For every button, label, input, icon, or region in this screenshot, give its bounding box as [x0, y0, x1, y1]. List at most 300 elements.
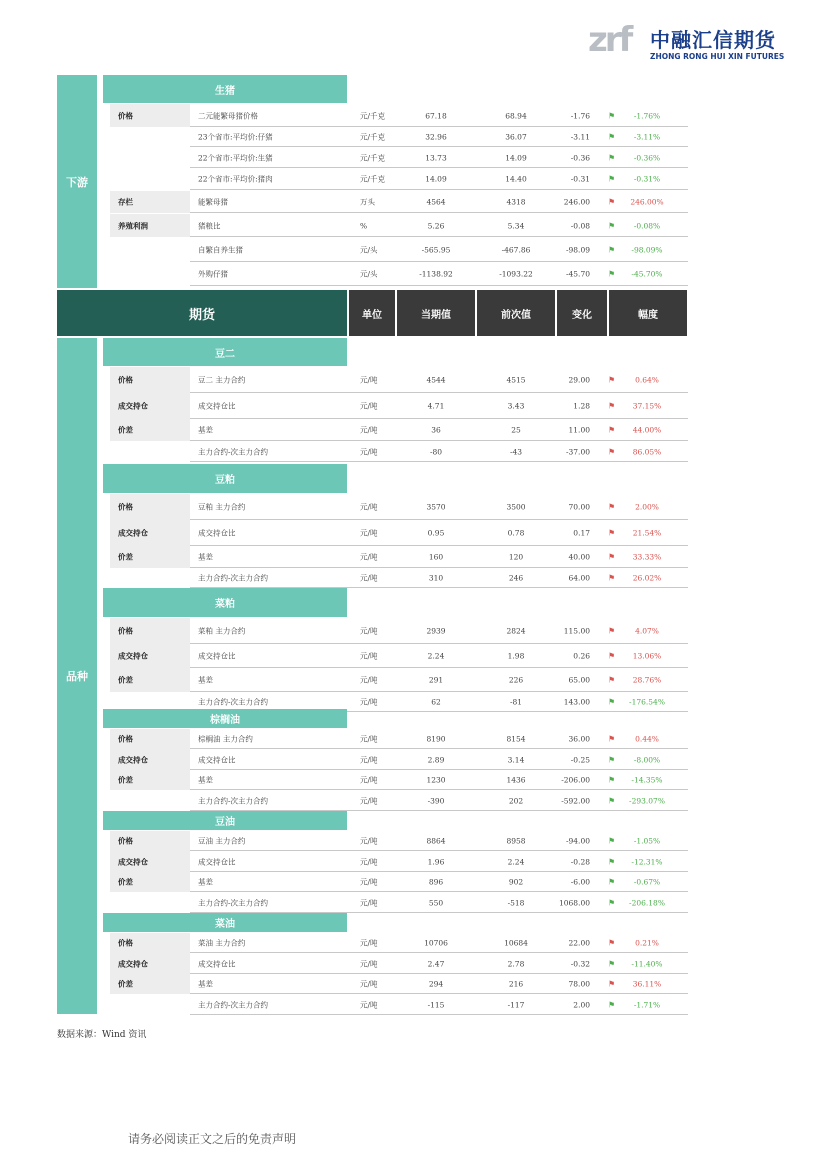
table-row [110, 262, 688, 286]
previous-value: 3500 [506, 502, 526, 512]
previous-value: 2824 [506, 626, 526, 636]
amplitude-value: -206.18% [629, 898, 665, 907]
table-row [110, 851, 688, 872]
change-value: 22.00 [568, 938, 590, 948]
up-flag-icon: ⚑ [608, 552, 616, 562]
row-divider [190, 285, 688, 286]
group-header [103, 811, 347, 830]
change-value: 65.00 [568, 675, 590, 685]
amplitude-value: -176.54% [629, 697, 665, 707]
previous-value: 8958 [506, 836, 526, 846]
category-label: 价差 [118, 979, 133, 989]
unit-value: 元/吨 [360, 626, 378, 636]
unit-value: 元/头 [360, 269, 378, 279]
category-label: 成交持仓 [118, 528, 148, 538]
previous-value: 68.94 [505, 111, 527, 120]
unit-value: 元/吨 [360, 502, 378, 512]
table-row [110, 520, 688, 546]
category-label: 成交持仓 [118, 857, 148, 866]
down-flag-icon: ⚑ [608, 245, 616, 255]
current-value: 4564 [426, 197, 446, 207]
table-row [110, 974, 688, 994]
current-value: 1.96 [427, 857, 445, 866]
change-value: 0.17 [573, 528, 590, 538]
amplitude-value: -0.36% [633, 153, 661, 162]
unit-value: 元/吨 [360, 425, 378, 435]
col-current-header: 当期值 [397, 290, 475, 336]
group-title: 棕榈油 [210, 715, 240, 726]
group-title: 豆油 [215, 817, 235, 828]
group-title: 豆二 [215, 348, 235, 360]
current-value: 36 [431, 425, 441, 435]
indicator-name: 成交持仓比 [198, 528, 236, 538]
group-header [103, 709, 347, 728]
current-value: 2939 [426, 626, 446, 636]
current-value: 3570 [426, 502, 446, 512]
down-flag-icon: ⚑ [608, 857, 616, 866]
change-value: -45.70 [565, 269, 590, 279]
side-label-varieties: 品种 [57, 338, 97, 1014]
group-title: 豆粕 [215, 475, 235, 486]
indicator-name: 成交持仓比 [198, 401, 236, 411]
row-divider [190, 461, 688, 462]
current-value: 4.71 [427, 401, 445, 411]
current-value: 310 [428, 573, 444, 583]
amplitude-value: 37.15% [632, 401, 662, 411]
unit-value: 元/吨 [360, 552, 378, 562]
indicator-name: 基差 [198, 877, 213, 887]
current-value: 2.89 [427, 755, 445, 764]
indicator-name: 棕榈油 主力合约 [198, 734, 253, 744]
down-flag-icon: ⚑ [608, 111, 616, 120]
amplitude-value: 33.33% [632, 552, 662, 562]
table-row [110, 668, 688, 692]
previous-value: 3.14 [507, 755, 525, 764]
previous-value: 14.40 [505, 174, 527, 184]
amplitude-value: -1.05% [633, 836, 661, 846]
futures-title: 期货 [57, 290, 347, 336]
current-value: -115 [427, 1000, 445, 1009]
indicator-name: 22个省市:平均价:生猪 [198, 153, 273, 162]
down-flag-icon: ⚑ [608, 1000, 616, 1009]
unit-value: 元/吨 [360, 898, 378, 907]
unit-value: % [360, 221, 368, 230]
amplitude-value: 0.44% [635, 734, 659, 744]
indicator-name: 豆油 主力合约 [198, 836, 246, 846]
unit-value: 元/吨 [360, 877, 378, 887]
table-row [110, 419, 688, 441]
indicator-name: 主力合约-次主力合约 [198, 697, 269, 707]
amplitude-value: 2.00% [635, 502, 659, 512]
table-row [110, 994, 688, 1015]
previous-value: -1093.22 [499, 269, 533, 279]
current-value: 160 [428, 552, 444, 562]
category-label: 养殖利润 [118, 221, 148, 230]
category-label: 成交持仓 [118, 755, 148, 764]
unit-value: 元/吨 [360, 675, 378, 685]
down-flag-icon: ⚑ [608, 269, 616, 279]
amplitude-value: -12.31% [631, 857, 663, 866]
previous-value: 1.98 [507, 651, 525, 661]
previous-value: -117 [507, 1000, 525, 1009]
row-divider [190, 1014, 688, 1015]
change-value: 36.00 [568, 734, 590, 744]
current-value: 14.09 [425, 174, 447, 184]
previous-value: 5.34 [507, 221, 525, 230]
logo-chinese-name: 中融汇信期货 [650, 28, 776, 52]
up-flag-icon: ⚑ [608, 375, 616, 385]
col-previous-header: 前次值 [477, 290, 555, 336]
change-value: -1.76 [570, 111, 590, 120]
table-row [110, 546, 688, 568]
current-value: 2.47 [427, 959, 445, 968]
col-change-header: 变化 [557, 290, 607, 336]
amplitude-value: -1.71% [633, 1000, 661, 1009]
category-label: 成交持仓 [118, 959, 148, 968]
unit-value: 元/吨 [360, 857, 378, 866]
category-label: 价格 [118, 938, 133, 948]
col-amplitude-header: 幅度 [609, 290, 687, 336]
col-unit-header: 单位 [349, 290, 395, 336]
change-value: 29.00 [568, 375, 590, 385]
previous-value: 10684 [504, 938, 528, 948]
unit-value: 元/吨 [360, 938, 378, 948]
current-value: 0.95 [427, 528, 445, 538]
previous-value: 2.24 [507, 857, 525, 866]
current-value: 32.96 [425, 132, 447, 141]
indicator-name: 豆二 主力合约 [198, 375, 246, 385]
indicator-name: 能繁母猪 [198, 197, 228, 207]
change-value: -94.00 [565, 836, 590, 846]
unit-value: 元/吨 [360, 775, 378, 785]
current-value: -390 [427, 796, 445, 805]
previous-value: -43 [509, 447, 523, 456]
down-flag-icon: ⚑ [608, 755, 616, 764]
previous-value: 120 [508, 552, 524, 562]
table-row [110, 191, 688, 213]
change-value: -0.28 [570, 857, 590, 866]
table-row [110, 770, 688, 790]
row-divider [190, 189, 688, 190]
unit-value: 元/吨 [360, 979, 378, 989]
amplitude-value: 4.07% [635, 626, 659, 636]
amplitude-value: -3.11% [633, 132, 661, 141]
change-value: -592.00 [561, 796, 590, 805]
unit-value: 元/吨 [360, 734, 378, 744]
current-value: 8864 [426, 836, 446, 846]
indicator-name: 菜粕 主力合约 [198, 626, 246, 636]
amplitude-value: -8.00% [633, 755, 661, 764]
up-flag-icon: ⚑ [608, 573, 616, 583]
amplitude-value: 44.00% [632, 425, 662, 435]
group-header [103, 464, 347, 493]
amplitude-value: -0.67% [633, 877, 661, 887]
change-value: -0.32 [570, 959, 590, 968]
change-value: 70.00 [568, 502, 590, 512]
previous-value: 4515 [506, 375, 526, 385]
unit-value: 元/吨 [360, 959, 378, 968]
change-value: 246.00 [563, 197, 590, 207]
up-flag-icon: ⚑ [608, 734, 616, 744]
previous-value: 36.07 [505, 132, 527, 141]
category-label: 价差 [118, 552, 133, 562]
unit-value: 元/吨 [360, 401, 378, 411]
current-value: 10706 [424, 938, 448, 948]
up-flag-icon: ⚑ [608, 626, 616, 636]
unit-value: 元/千克 [360, 153, 386, 162]
category-label: 价差 [118, 775, 133, 785]
current-value: 4544 [426, 375, 446, 385]
previous-value: 25 [511, 425, 521, 435]
amplitude-value: 246.00% [630, 197, 664, 207]
indicator-name: 基差 [198, 552, 213, 562]
table-row [110, 393, 688, 419]
table-row [110, 147, 688, 168]
previous-value: -467.86 [501, 245, 531, 255]
category-label: 价格 [118, 734, 133, 744]
category-label: 价格 [118, 111, 133, 120]
current-value: 1230 [426, 775, 446, 785]
change-value: -98.09 [565, 245, 590, 255]
up-flag-icon: ⚑ [608, 651, 616, 661]
amplitude-value: 28.76% [632, 675, 662, 685]
previous-value: 8154 [506, 734, 526, 744]
futures-header-bar [57, 290, 687, 336]
previous-value: 2.78 [507, 959, 525, 968]
unit-value: 万头 [360, 197, 375, 207]
category-label: 价差 [118, 675, 133, 685]
change-value: -0.31 [570, 174, 590, 184]
down-flag-icon: ⚑ [608, 877, 616, 887]
table-row [110, 367, 688, 393]
unit-value: 元/吨 [360, 796, 378, 805]
indicator-name: 基差 [198, 425, 213, 435]
unit-value: 元/千克 [360, 111, 386, 120]
unit-value: 元/吨 [360, 836, 378, 846]
logo-mark: zrf [588, 20, 631, 60]
current-value: 550 [428, 898, 444, 907]
table-row [110, 729, 688, 749]
amplitude-value: -0.08% [633, 221, 661, 230]
indicator-name: 主力合约-次主力合约 [198, 796, 269, 805]
table-row [110, 790, 688, 811]
table-row [110, 126, 688, 147]
current-value: 5.26 [427, 221, 445, 230]
indicator-name: 主力合约-次主力合约 [198, 573, 269, 583]
table-row [110, 872, 688, 892]
amplitude-value: 0.64% [635, 375, 659, 385]
indicator-name: 22个省市:平均价:猪肉 [198, 174, 273, 184]
up-flag-icon: ⚑ [608, 425, 616, 435]
up-flag-icon: ⚑ [608, 528, 616, 538]
indicator-name: 菜油 主力合约 [198, 938, 246, 948]
disclaimer-note: 请务必阅读正文之后的免责声明 [128, 1132, 297, 1146]
change-value: 78.00 [568, 979, 590, 989]
change-value: -0.36 [570, 153, 590, 162]
down-flag-icon: ⚑ [608, 796, 616, 805]
down-flag-icon: ⚑ [608, 959, 616, 968]
unit-value: 元/吨 [360, 697, 378, 707]
category-label: 成交持仓 [118, 651, 148, 661]
table-row [110, 494, 688, 520]
row-divider [190, 212, 688, 213]
current-value: 2.24 [427, 651, 445, 661]
current-value: 896 [428, 877, 444, 887]
table-row [110, 214, 688, 237]
current-value: 62 [431, 697, 441, 707]
current-value: -565.95 [421, 245, 451, 255]
row-divider [190, 236, 688, 237]
amplitude-value: -1.76% [633, 111, 661, 120]
up-flag-icon: ⚑ [608, 502, 616, 512]
amplitude-value: -98.09% [631, 245, 663, 255]
group-title: 菜油 [215, 919, 235, 930]
unit-value: 元/吨 [360, 755, 378, 764]
previous-value: 14.09 [505, 153, 527, 162]
unit-value: 元/吨 [360, 528, 378, 538]
up-flag-icon: ⚑ [608, 675, 616, 685]
table-row [110, 104, 688, 127]
table-row [110, 644, 688, 668]
indicator-name: 基差 [198, 979, 213, 989]
category-label: 价格 [118, 836, 133, 846]
group-header [103, 588, 347, 617]
amplitude-value: -14.35% [631, 775, 663, 785]
up-flag-icon: ⚑ [608, 938, 616, 948]
unit-value: 元/千克 [360, 174, 386, 184]
table-row [110, 238, 688, 262]
data-source-note: 数据来源：Wind 资讯 [57, 1030, 147, 1040]
amplitude-value: 26.02% [632, 573, 662, 583]
change-value: -37.00 [565, 447, 590, 456]
current-value: 8190 [426, 734, 446, 744]
down-flag-icon: ⚑ [608, 153, 616, 162]
unit-value: 元/吨 [360, 1000, 378, 1009]
amplitude-value: 36.11% [632, 979, 662, 989]
table-row [110, 441, 688, 462]
company-logo [588, 20, 785, 62]
unit-value: 元/吨 [360, 447, 378, 456]
indicator-name: 成交持仓比 [198, 651, 236, 661]
table-row [110, 933, 688, 953]
indicator-name: 主力合约-次主力合约 [198, 447, 269, 456]
previous-value: 3.43 [507, 401, 525, 411]
change-value: -0.25 [570, 755, 590, 764]
change-value: 143.00 [563, 697, 590, 707]
current-value: 294 [428, 979, 444, 989]
previous-value: 0.78 [507, 528, 525, 538]
change-value: -6.00 [570, 877, 590, 887]
down-flag-icon: ⚑ [608, 898, 616, 907]
indicator-name: 自繁自养生猪 [198, 245, 243, 255]
category-label: 价差 [118, 877, 133, 887]
up-flag-icon: ⚑ [608, 979, 616, 989]
current-value: 67.18 [425, 111, 447, 120]
unit-value: 元/吨 [360, 573, 378, 583]
group-header [103, 913, 347, 932]
down-flag-icon: ⚑ [608, 132, 616, 141]
down-flag-icon: ⚑ [608, 775, 616, 785]
category-label: 存栏 [118, 197, 133, 207]
group-title: 菜粕 [215, 599, 235, 610]
amplitude-value: 0.21% [635, 938, 659, 948]
amplitude-value: 86.05% [632, 447, 662, 456]
amplitude-value: -11.40% [631, 959, 663, 968]
previous-value: 902 [508, 877, 524, 887]
indicator-name: 豆粕 主力合约 [198, 502, 246, 512]
change-value: 115.00 [563, 626, 590, 636]
previous-value: 202 [508, 796, 524, 805]
indicator-name: 成交持仓比 [198, 959, 236, 968]
indicator-name: 主力合约-次主力合约 [198, 1000, 269, 1009]
amplitude-value: 21.54% [632, 528, 662, 538]
table-row [110, 168, 688, 190]
change-value: -206.00 [561, 775, 590, 785]
previous-value: 216 [508, 979, 524, 989]
section-header-hog: 生猪 [103, 75, 347, 103]
category-label: 价差 [118, 425, 133, 435]
category-label: 价格 [118, 626, 133, 636]
indicator-name: 成交持仓比 [198, 857, 236, 866]
change-value: -0.08 [570, 221, 590, 230]
indicator-name: 主力合约-次主力合约 [198, 898, 269, 907]
current-value: -80 [429, 447, 443, 456]
amplitude-value: -293.07% [629, 796, 665, 805]
indicator-name: 外购仔猪 [198, 269, 228, 279]
logo-english-name: ZHONG RONG HUI XIN FUTURES [650, 52, 785, 61]
previous-value: 246 [508, 573, 524, 583]
amplitude-value: 13.06% [632, 651, 662, 661]
current-value: 291 [428, 675, 444, 685]
unit-value: 元/吨 [360, 651, 378, 661]
current-value: 13.73 [425, 153, 447, 162]
up-flag-icon: ⚑ [608, 197, 616, 207]
table-row [110, 568, 688, 588]
indicator-name: 成交持仓比 [198, 755, 236, 764]
table-row [110, 618, 688, 644]
change-value: 1.28 [573, 401, 590, 411]
down-flag-icon: ⚑ [608, 221, 616, 230]
amplitude-value: -45.70% [631, 269, 663, 279]
change-value: 0.26 [573, 651, 590, 661]
table-row [110, 953, 688, 974]
down-flag-icon: ⚑ [608, 836, 616, 846]
up-flag-icon: ⚑ [608, 401, 616, 411]
amplitude-value: -0.31% [633, 174, 661, 184]
down-flag-icon: ⚑ [608, 174, 616, 184]
indicator-name: 23个省市:平均价:仔猪 [198, 132, 273, 141]
table-row [110, 749, 688, 770]
previous-value: -81 [509, 697, 523, 707]
current-value: -1138.92 [419, 269, 453, 279]
up-flag-icon: ⚑ [608, 447, 616, 456]
change-value: 64.00 [568, 573, 590, 583]
unit-value: 元/头 [360, 245, 378, 255]
change-value: 2.00 [573, 1000, 590, 1009]
table-row [110, 892, 688, 913]
table-row [110, 831, 688, 851]
change-value: -3.11 [570, 132, 590, 141]
group-header [103, 338, 347, 366]
category-label: 价格 [118, 502, 133, 512]
unit-value: 元/千克 [360, 132, 386, 141]
indicator-name: 基差 [198, 775, 213, 785]
previous-value: 226 [508, 675, 524, 685]
previous-value: 1436 [506, 775, 526, 785]
category-label: 成交持仓 [118, 401, 148, 411]
category-label: 价格 [118, 375, 133, 385]
indicator-name: 基差 [198, 675, 213, 685]
